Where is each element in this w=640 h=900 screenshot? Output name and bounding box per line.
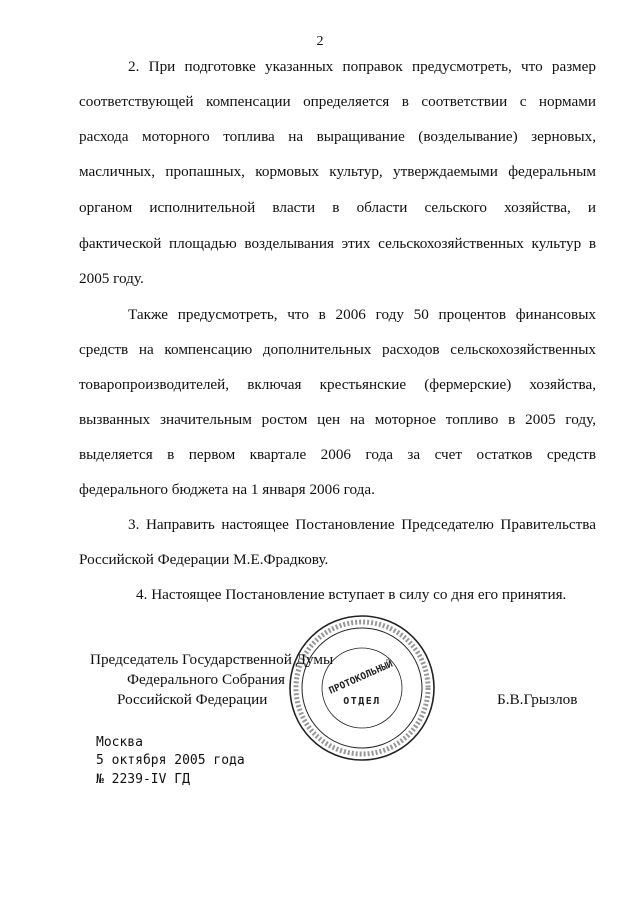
paragraph-line: 3. Направить настоящее Постановление Председателю Правительства [128, 516, 596, 533]
paragraph-line: масличных, пропашных, кормовых культур, утверждаемыми федеральным [79, 163, 596, 180]
stamp-center-bottom: ОТДЕЛ [343, 696, 381, 707]
paragraph-line: 2. При подготовке указанных поправок предусмотреть, что размер [128, 58, 596, 75]
paragraph-line: 4. Настоящее Постановление вступает в силу со дня его принятия. [136, 586, 567, 603]
official-stamp [288, 614, 436, 762]
paragraph-line: Российской Федерации М.Е.Фрадкову. [79, 551, 329, 568]
stamp-center-top: ПРОТОКОЛЬНЫЙ [327, 658, 395, 697]
signatory-title-line2: Федерального Собрания [127, 671, 285, 688]
signatory-title-line3: Российской Федерации [117, 691, 268, 708]
paragraph-line: фактической площадью возделывания этих сельскохозяйственных культур в [79, 235, 596, 252]
footer-number: № 2239-IV ГД [96, 772, 190, 787]
paragraph-line: расхода моторного топлива на выращивание (возделывание) зерновых, [79, 128, 596, 145]
footer-date: 5 октября 2005 года [96, 753, 245, 768]
signatory-title-line1: Председатель Государственной Думы [90, 651, 334, 668]
paragraph-line: 2005 году. [79, 270, 144, 287]
paragraph-line: Также предусмотреть, что в 2006 году 50 процентов финансовых [128, 306, 596, 323]
paragraph-line: товаропроизводителей, включая крестьянские (фермерские) хозяйства, [79, 376, 596, 393]
paragraph-line: выделяется в первом квартале 2006 года за счет остатков средств [79, 446, 596, 463]
page-number: 2 [316, 34, 324, 49]
footer-city: Москва [96, 735, 143, 750]
signatory-name: Б.В.Грызлов [497, 691, 578, 708]
paragraph-line: вызванных значительным ростом цен на моторное топливо в 2005 году, [79, 411, 596, 428]
paragraph-line: соответствующей компенсации определяется в соответствии с нормами [79, 93, 596, 110]
paragraph-line: средств на компенсацию дополнительных расходов сельскохозяйственных [79, 341, 596, 358]
paragraph-line: органом исполнительной власти в области сельского хозяйства, и [79, 199, 596, 216]
paragraph-line: федерального бюджета на 1 января 2006 года. [79, 481, 375, 498]
